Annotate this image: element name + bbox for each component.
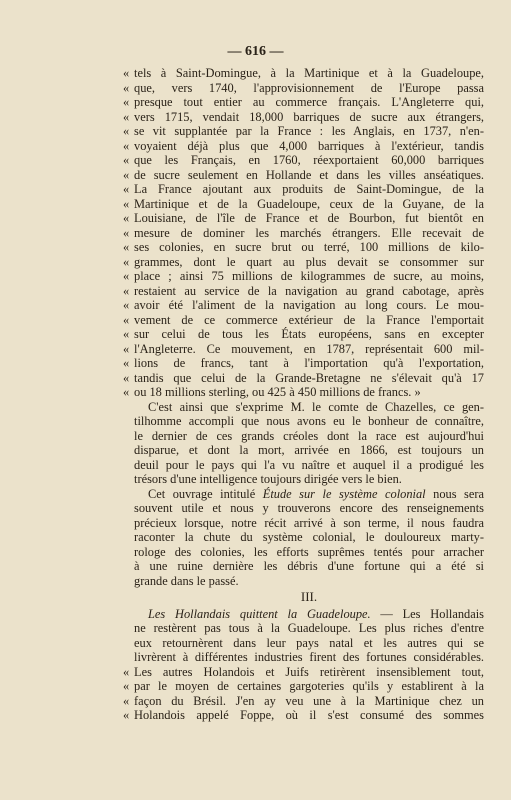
text-line — [123, 370, 484, 386]
line-text: précieux lorsque, notre récit arrivé à son terme, il nous faudra — [134, 515, 484, 530]
line-text: de sucre seulement en Hollande et dans les villes anséatiques. — [134, 167, 484, 182]
line-text: La France ajoutant aux produits de Saint-Domingue, de la — [134, 182, 484, 196]
text-line — [123, 341, 484, 357]
quote-mark: « — [123, 153, 130, 167]
paragraph-ouvrage — [134, 487, 484, 589]
text-line — [123, 167, 484, 183]
line-text: tels à Saint-Domingue, à la Martinique et à la Guadeloupe, — [134, 66, 484, 80]
quoted-passage — [123, 66, 484, 400]
text-line — [123, 708, 484, 723]
line-text: voyaient déjà plus que 4,000 barriques à l'extérieur, tandis — [134, 138, 484, 153]
line-text: tandis que celui de la Grande-Bretagne ne s'élevait qu'à 17 — [134, 370, 484, 385]
text-line — [134, 400, 484, 415]
line-text: Les autres Holandois et Juifs retirèrent insensiblement tout, — [134, 664, 484, 679]
quote-mark: « — [123, 269, 130, 283]
text-line — [123, 80, 484, 96]
line-text: sur celui de tous les États européens, sans en excepter — [134, 327, 484, 341]
text-line — [123, 327, 484, 342]
line-text: place ; ainsi 75 millions de kilogrammes de sucre, au moins, — [134, 269, 484, 283]
line-text: grande dans le passé. — [134, 573, 239, 588]
text-line — [134, 650, 484, 665]
line-text: l'Angleterre. Ce mouvement, en 1787, représentait 600 mil- — [134, 341, 484, 356]
quote-mark: « — [123, 182, 130, 196]
text-line — [134, 545, 484, 560]
text-line — [123, 196, 484, 212]
book-title: Étude sur le système colonial — [262, 486, 426, 501]
text-line — [134, 487, 484, 502]
text-line — [134, 501, 484, 516]
line-text: ses colonies, en sucre brut ou terré, 100 millions de kilo- — [134, 240, 484, 254]
text-line — [134, 574, 484, 589]
quote-mark: « — [123, 664, 130, 679]
text-line — [123, 240, 484, 255]
text-line — [123, 385, 484, 400]
quote-mark: « — [123, 211, 130, 225]
line-text: eux retournèrent dans leur pays natal et les autres qui se — [134, 635, 484, 650]
text-line — [134, 607, 484, 622]
line-text: disparue, et dont la mort, arrivée en 1866, est toujours un — [134, 443, 484, 457]
text-run: nous sera — [425, 486, 484, 501]
quote-mark: « — [123, 679, 130, 693]
text-line — [123, 693, 484, 709]
quote-mark: « — [123, 341, 130, 356]
line-text: souvent utile et nous y trouverons encore des renseignements — [134, 501, 484, 515]
line-text: lions de francs, tant à l'importation qu'à l'exportation, — [134, 356, 484, 370]
quote-mark: « — [123, 95, 130, 109]
text-line — [123, 254, 484, 270]
text-line — [134, 530, 484, 545]
line-text: vers 1715, vendait 18,000 barriques de sucre aux étrangers, — [134, 109, 484, 124]
text-line — [123, 664, 484, 680]
line-text: C'est ainsi que s'exprime M. le comte de Chazelles, ce gen- — [148, 399, 484, 414]
text-line — [123, 679, 484, 694]
line-text: façon du Brésil. J'en ay veu une à la Martinique chez un — [134, 693, 484, 708]
text-line — [123, 211, 484, 226]
text-line — [123, 312, 484, 328]
paragraph-hollandais-lines — [134, 621, 484, 665]
text-line — [134, 636, 484, 651]
line-text: tilhomme accompli que nous avons eu le bonheur de connaître, — [134, 414, 484, 428]
quote-mark: « — [123, 196, 130, 211]
body-text — [123, 66, 484, 723]
line-text: ne restèrent pas tous à la Guadeloupe. Les plus riches d'entre — [134, 621, 484, 635]
line-text: que les Français, en 1760, réexportaient 60,000 barriques — [134, 153, 484, 167]
paragraph-ouvrage-lines — [134, 501, 484, 588]
line-text: ou 18 millions sterling, ou 425 à 450 millions de francs. » — [134, 385, 421, 399]
page-number: — 616 — — [227, 44, 284, 59]
text-run: Cet ouvrage intitulé — [148, 486, 263, 501]
quote-mark: « — [123, 298, 130, 312]
text-line — [134, 429, 484, 444]
text-line — [123, 269, 484, 284]
quote-mark: « — [123, 109, 130, 124]
line-text: livrèrent à différentes industries firent des fortunes considérables. — [134, 650, 484, 664]
text-line — [123, 356, 484, 371]
text-line — [123, 225, 484, 241]
section-title: Les Hollandais quittent la Guadeloupe. — [148, 606, 371, 621]
quote-mark: « — [123, 356, 130, 370]
quote-mark: « — [123, 167, 130, 182]
line-text: rologe des colonies, les efforts suprêmes tentés pour arracher — [134, 544, 484, 559]
text-line — [123, 283, 484, 299]
text-line — [134, 414, 484, 429]
quote-mark: « — [123, 80, 130, 95]
text-line — [123, 153, 484, 168]
line-text: à une ruine dernière les débris d'une fortune qui a été si — [134, 559, 484, 573]
line-text: se vit supplantée par la France : les Anglais, en 1737, n'en- — [134, 124, 484, 138]
quote-mark: « — [123, 312, 130, 327]
line-text: avoir été l'aliment de la navigation au long cours. Le mou- — [134, 298, 484, 312]
quote-mark: « — [123, 370, 130, 385]
text-line — [134, 472, 484, 487]
line-text: par le moyen de certaines gargoteries qu'ils y establirent à la — [134, 679, 484, 693]
text-line — [134, 559, 484, 574]
quote-mark: « — [123, 124, 130, 138]
text-line — [123, 182, 484, 197]
line-text: deuil pour le pays qui l'a vu naître et auquel il a prodigué les — [134, 457, 484, 472]
text-line — [123, 109, 484, 125]
line-text: grammes, dont le quart au plus devait se consommer sur — [134, 254, 484, 269]
text-line — [123, 124, 484, 139]
quote-mark: « — [123, 693, 130, 708]
quote-mark: « — [123, 327, 130, 341]
line-text: presque tout entier au commerce français. L'Angleterre qui, — [134, 95, 484, 109]
text-line — [134, 458, 484, 473]
line-text: que, vers 1740, l'approvisionnement de l'Europe passa — [134, 80, 484, 95]
quote-mark: « — [123, 385, 130, 399]
paragraph-hollandais — [134, 607, 484, 665]
line-text: restaient au service de la navigation au grand cabotage, après — [134, 283, 484, 298]
text-line — [123, 66, 484, 81]
quote-mark: « — [123, 708, 130, 722]
quote-mark: « — [123, 240, 130, 254]
line-text: raconter la chute du système colonial, le douloureux marty- — [134, 530, 484, 544]
line-text: trésors d'une intelligence toujours dirigée vers le bien. — [134, 472, 402, 486]
paragraph-quote-holandois — [123, 664, 484, 723]
line-text: vement de ce commerce extérieur de la France l'emportait — [134, 312, 484, 327]
line-text: Holandois appelé Foppe, où il s'est consumé des sommes — [134, 708, 484, 722]
quote-mark: « — [123, 254, 130, 269]
text-line — [123, 298, 484, 313]
quote-mark: « — [123, 283, 130, 298]
paragraph-chazelles — [134, 400, 484, 487]
quote-mark: « — [123, 138, 130, 153]
text-line — [134, 621, 484, 636]
text-line — [134, 443, 484, 458]
line-text: Louisiane, de l'île de France et de Bourbon, fut bientôt en — [134, 211, 484, 225]
text-line — [123, 138, 484, 154]
quote-mark: « — [123, 225, 130, 240]
quote-mark: « — [123, 66, 130, 80]
text-line — [123, 95, 484, 110]
line-text: le dernier de ces grands créoles dont la race est aujourd'hui — [134, 428, 484, 443]
line-text: Martinique et de la Guadeloupe, ceux de la Guyane, de la — [134, 196, 484, 211]
text-run: — Les Hollandais — [370, 606, 484, 621]
text-line — [134, 516, 484, 531]
section-heading: III. — [300, 589, 318, 604]
line-text: mesure de dominer les marchés étrangers. Elle recevait de — [134, 225, 484, 240]
